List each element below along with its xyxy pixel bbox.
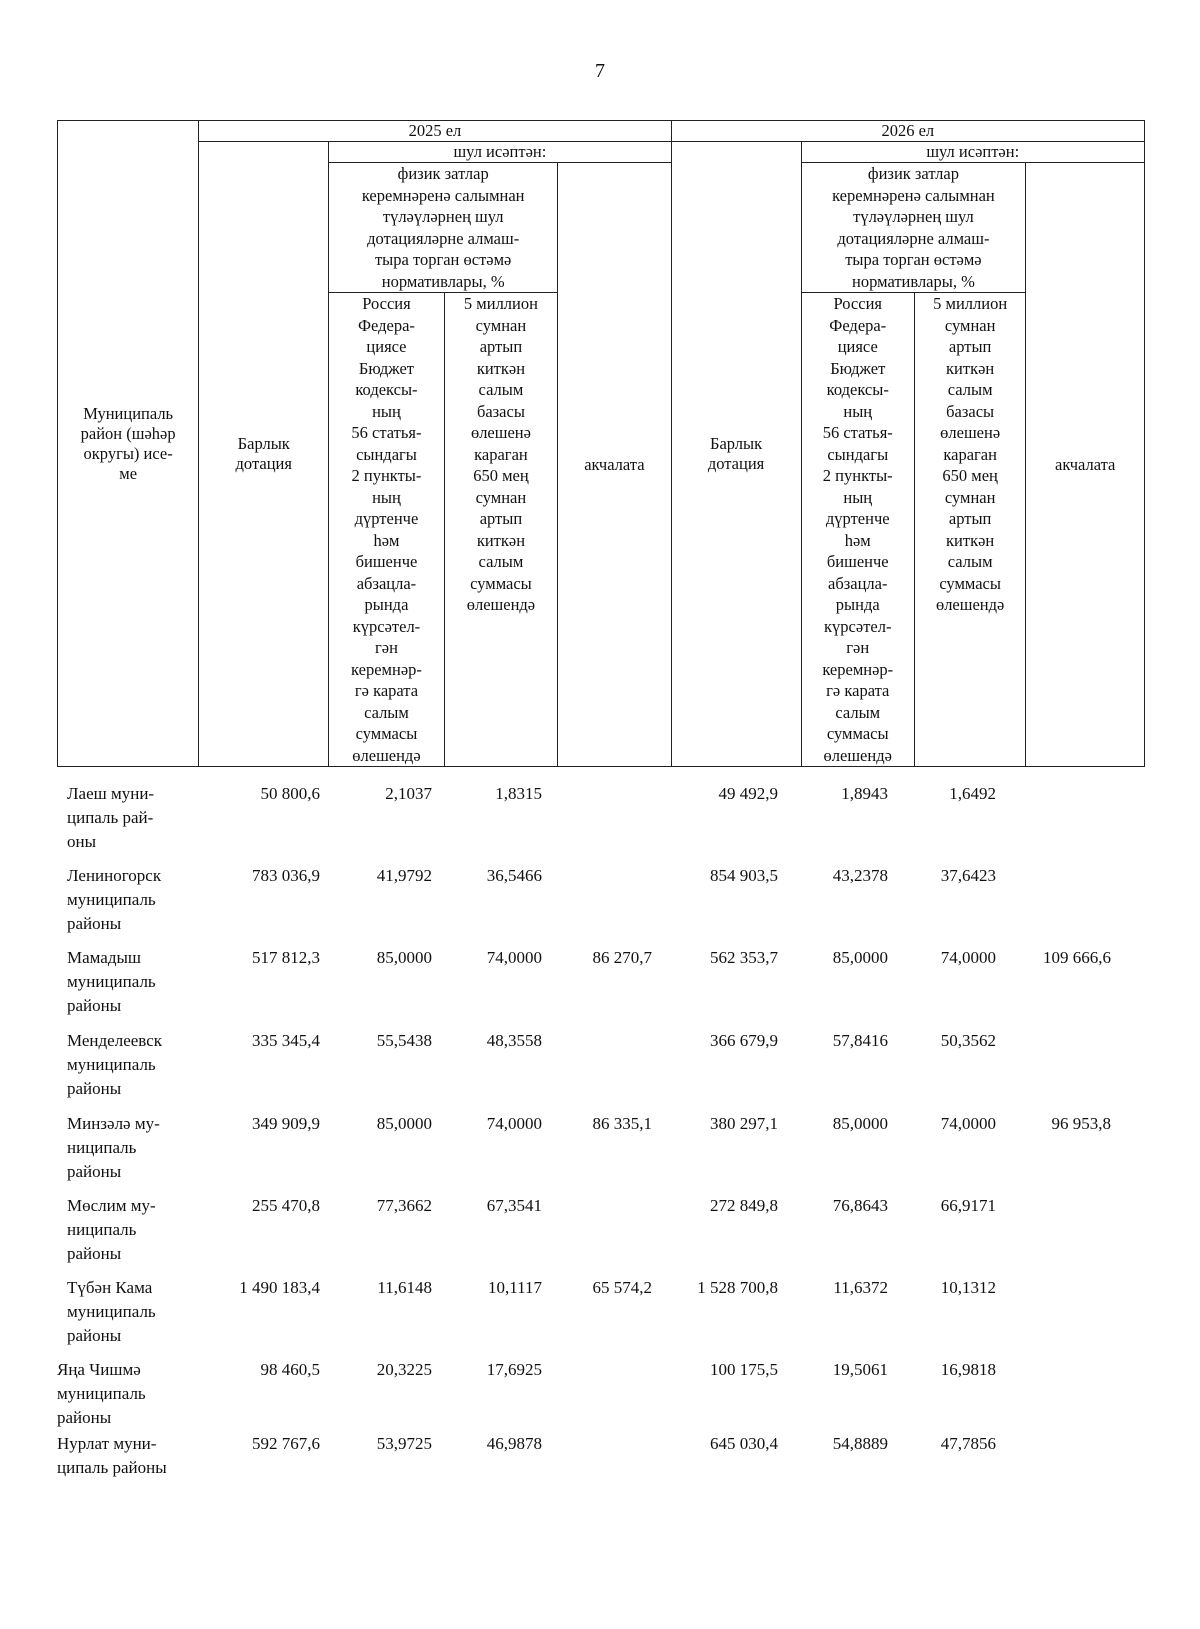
header-year-2026: 2026 ел [671,121,1144,142]
row-municipality-name: Лаеш муни- ципаль рай- оны [67,784,155,851]
row-value-col-5: 366 679,9 [710,1031,778,1050]
table-row [57,946,1145,1026]
row-municipality-name: Нурлат муни- ципаль районы [57,1434,167,1477]
table-row [57,1112,1145,1192]
row-value-col-5: 380 297,1 [710,1114,778,1133]
header-total-2025: Барлык дотация [199,142,329,767]
row-municipality-name: Түбән Кама муниципаль районы [67,1278,156,1345]
header-including-2025: шул исәптән: [329,142,671,163]
row-value-col-2: 85,0000 [376,1114,432,1133]
row-value-col-6: 43,2378 [832,866,888,885]
row-value-col-2: 41,9792 [376,866,432,885]
row-value-col-8: 109 666,6 [1043,948,1111,967]
header-table [57,120,1145,767]
table-row [57,1276,1145,1356]
row-value-col-7: 16,9818 [940,1360,996,1379]
row-value-col-4: 86 270,7 [592,948,652,967]
row-value-col-1: 517 812,3 [252,948,320,967]
row-value-col-7: 47,7856 [940,1434,996,1453]
row-value-col-5: 272 849,8 [710,1196,778,1215]
header-cash-2026: акчалата [1026,163,1145,767]
table-row [57,1432,1145,1512]
row-value-col-2: 53,9725 [376,1434,432,1453]
header-including-2026: шул исәптән: [801,142,1144,163]
row-value-col-5: 854 903,5 [710,866,778,885]
row-municipality-name: Менделеевск муниципаль районы [67,1031,163,1098]
header-municipality: Муниципаль район (шәһәр округы) исе- ме [58,121,199,767]
row-municipality-name: Яңа Чишмә муниципаль районы [57,1360,146,1427]
header-5mln-2025: 5 миллион сумнан артып киткән салым базасы өлешенә караган 650 мең сумнан артып киткән салым суммасы өлешендә [444,293,557,767]
row-value-col-7: 50,3562 [940,1031,996,1050]
row-value-col-3: 74,0000 [486,948,542,967]
row-value-col-4: 65 574,2 [592,1278,652,1297]
row-value-col-5: 1 528 700,8 [697,1278,778,1297]
table-header [57,120,1145,767]
row-value-col-3: 1,8315 [495,784,542,803]
row-value-col-1: 349 909,9 [252,1114,320,1133]
row-value-col-3: 74,0000 [486,1114,542,1133]
row-value-col-4: 86 335,1 [592,1114,652,1133]
row-value-col-6: 76,8643 [832,1196,888,1215]
row-value-col-2: 20,3225 [376,1360,432,1379]
row-value-col-1: 1 490 183,4 [239,1278,320,1297]
row-value-col-3: 17,6925 [486,1360,542,1379]
table-row [57,864,1145,944]
table-row [57,782,1145,862]
row-value-col-6: 85,0000 [832,948,888,967]
row-value-col-2: 11,6148 [377,1278,432,1297]
row-value-col-3: 46,9878 [486,1434,542,1453]
row-value-col-6: 54,8889 [832,1434,888,1453]
header-budget-code-2026: Россия Федера- циясе Бюджет кодексы- ның 56 статья- сындагы 2 пункты- ның дүртенче һәм бишенче абзацла- рында күрсәтел- гән керемнәр- гә карата салым суммасы өлешендә [801,293,914,767]
row-value-col-1: 335 345,4 [252,1031,320,1050]
row-value-col-1: 592 767,6 [252,1434,320,1453]
row-value-col-5: 645 030,4 [710,1434,778,1453]
table-row [57,1194,1145,1274]
row-value-col-6: 57,8416 [832,1031,888,1050]
row-value-col-1: 783 036,9 [252,866,320,885]
header-budget-code-2025: Россия Федера- циясе Бюджет кодексы- ның 56 статья- сындагы 2 пункты- ның дүртенче һәм бишенче абзацла- рында күрсәтел- гән керемнәр- гә карата салым суммасы өлешендә [329,293,445,767]
row-value-col-1: 98 460,5 [260,1360,320,1379]
row-value-col-6: 85,0000 [832,1114,888,1133]
table-row [57,1358,1145,1438]
row-municipality-name: Минзәлә му- ниципаль районы [67,1114,160,1181]
header-year-2025: 2025 ел [199,121,671,142]
row-value-col-7: 10,1312 [940,1278,996,1297]
row-value-col-2: 2,1037 [385,784,432,803]
row-value-col-6: 1,8943 [841,784,888,803]
row-value-col-2: 77,3662 [376,1196,432,1215]
row-value-col-2: 85,0000 [376,948,432,967]
row-value-col-7: 1,6492 [949,784,996,803]
header-cash-2025: акчалата [558,163,671,767]
row-value-col-5: 562 353,7 [710,948,778,967]
row-municipality-name: Мамадыш муниципаль районы [67,948,156,1015]
row-value-col-3: 10,1117 [488,1278,542,1297]
row-value-col-5: 49 492,9 [718,784,778,803]
page-number: 7 [595,60,605,82]
row-value-col-1: 50 800,6 [260,784,320,803]
row-value-col-5: 100 175,5 [710,1360,778,1379]
row-value-col-6: 11,6372 [833,1278,888,1297]
row-municipality-name: Лениногорск муниципаль районы [67,866,162,933]
header-normatives-2026: физик затлар керемнәренә салымнан түләүләрнең шул дотацияләрне алмаш- тыра торган өстәмә нормативлары, % [801,163,1026,293]
row-value-col-2: 55,5438 [376,1031,432,1050]
row-value-col-3: 67,3541 [486,1196,542,1215]
row-value-col-7: 66,9171 [940,1196,996,1215]
row-value-col-7: 37,6423 [940,866,996,885]
table-row [57,1029,1145,1109]
row-value-col-3: 48,3558 [486,1031,542,1050]
row-value-col-6: 19,5061 [832,1360,888,1379]
row-value-col-8: 96 953,8 [1051,1114,1111,1133]
row-municipality-name: Мөслим му- ниципаль районы [67,1196,156,1263]
row-value-col-7: 74,0000 [940,948,996,967]
row-value-col-1: 255 470,8 [252,1196,320,1215]
header-total-2026: Барлык дотация [671,142,801,767]
row-value-col-3: 36,5466 [486,866,542,885]
header-5mln-2026: 5 миллион сумнан артып киткән салым базасы өлешенә караган 650 мең сумнан артып киткән салым суммасы өлешендә [914,293,1025,767]
header-normatives-2025: физик затлар керемнәренә салымнан түләүләрнең шул дотацияләрне алмаш- тыра торган өстәмә нормативлары, % [329,163,558,293]
row-value-col-7: 74,0000 [940,1114,996,1133]
